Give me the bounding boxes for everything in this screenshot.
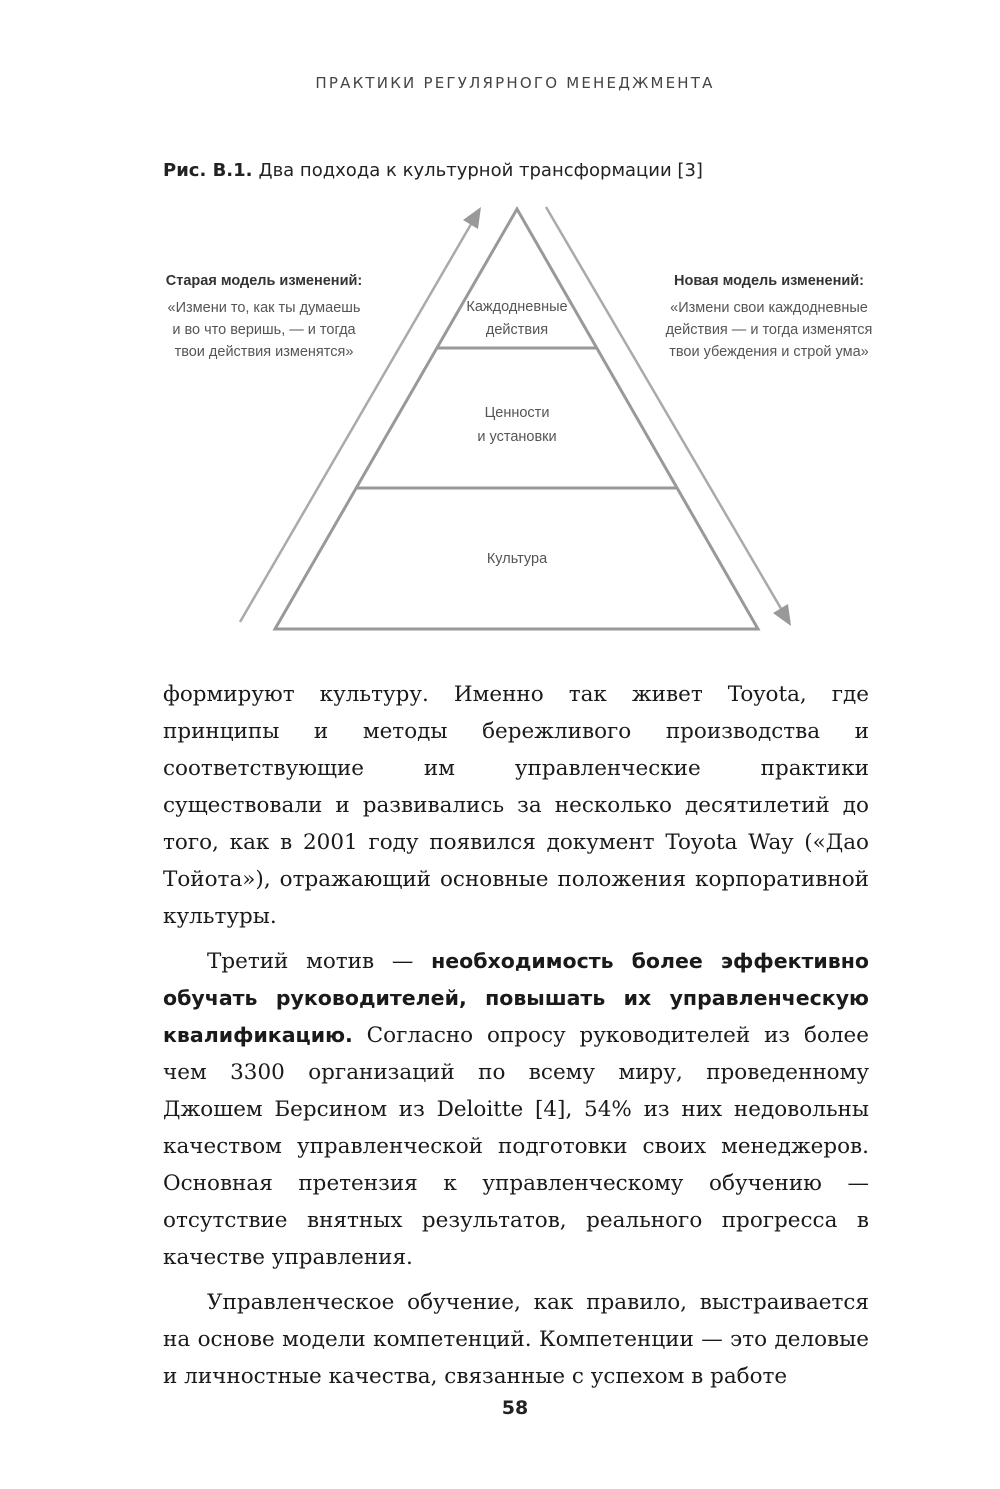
level-middle-label: Ценности: [484, 405, 550, 421]
right-arrow-line: [546, 207, 783, 612]
culture-pyramid-diagram: [0, 0, 1000, 660]
old-model-heading: Старая модель изменений:: [165, 273, 363, 289]
level-top-label: действия: [485, 322, 549, 338]
new-model-quote-line: твои убеждения и строй ума»: [669, 344, 869, 360]
paragraph: [163, 943, 869, 1276]
page-number: 58: [501, 1397, 529, 1419]
emphasized-text: необходимость более эффективно обучать руководителей, повышать их управленческую квалификацию.: [163, 949, 869, 1047]
level-top-label: Каждодневные: [466, 299, 568, 315]
figure-label: Рис. В.1.: [163, 160, 253, 181]
paragraph-lead: Третий мотив —: [207, 949, 432, 974]
level-bottom-label: Культура: [486, 551, 548, 567]
new-model-heading: Новая модель изменений:: [673, 273, 865, 289]
paragraph: формируют культуру. Именно так живет Toyota, где принципы и методы бережливого производства и соответствующие им управленческие практики существовали и развивались за несколько десятилетий до того, как в 2001 году появился документ Toyota Way («Дао Тойота»), отражающий основные положения корпоративной культуры.: [163, 682, 869, 929]
left-arrow-head: [463, 207, 481, 229]
running-header: ПРАКТИКИ РЕГУЛЯРНОГО МЕНЕДЖМЕНТА: [315, 74, 715, 92]
old-model-quote-line: «Измени то, как ты думаешь: [167, 300, 361, 316]
old-model-quote-line: твои действия изменятся»: [174, 344, 354, 360]
body-text: [163, 676, 869, 1403]
paragraph-rest: Согласно опросу руководителей из более чем 3300 организаций по всему миру, проведенному Джошем Берсином из Deloitte [4], 54% из них недовольны качеством управленческой подготовки своих менеджеров. Основная претензия к управленческому обучению — отсутствие внятных результатов, реального прогресса в качестве управления.: [163, 1023, 869, 1270]
paragraph: Управленческое обучение, как правило, выстраивается на основе модели компетенций. Компетенции — это деловые и личностные качества, связанные с успехом в работе: [163, 1290, 869, 1389]
new-model-quote-line: действия — и тогда изменятся: [665, 322, 873, 338]
level-middle-label: и установки: [477, 429, 557, 445]
right-arrow-head: [773, 604, 791, 626]
new-model-quote-line: «Измени свои каждодневные: [670, 300, 868, 316]
old-model-quote-line: и во что веришь, — и тогда: [172, 322, 356, 338]
figure-title: Два подхода к культурной трансформации [3]: [258, 160, 703, 181]
